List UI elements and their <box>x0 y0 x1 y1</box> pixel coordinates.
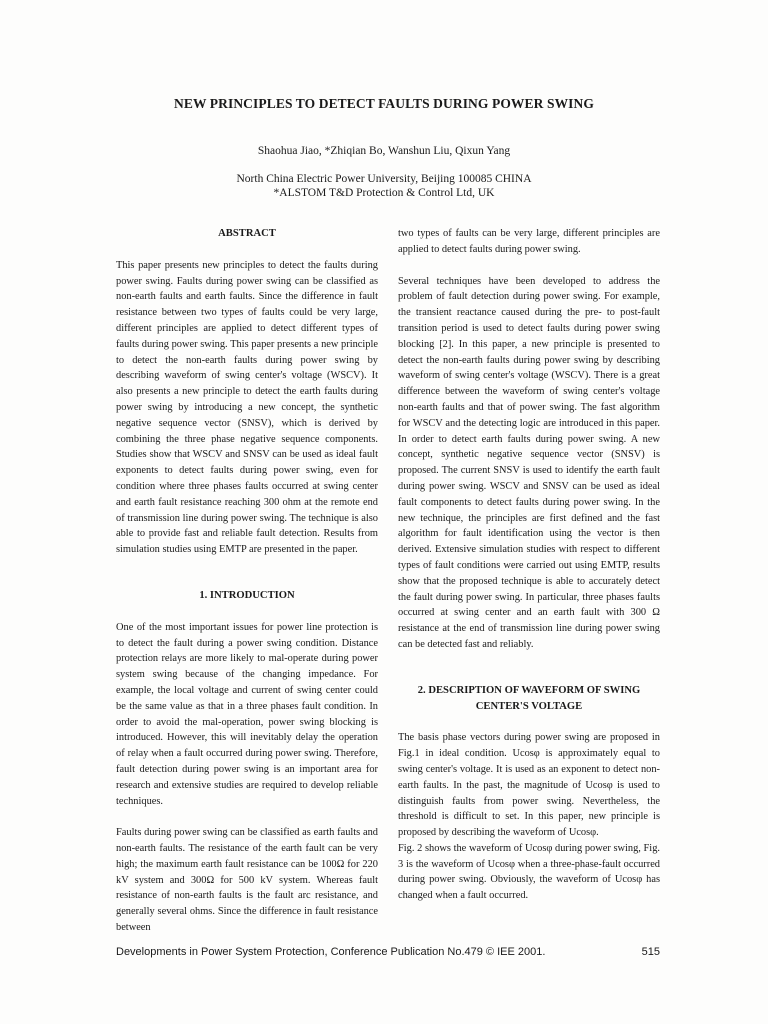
left-column <box>116 226 378 936</box>
affiliation-1: North China Electric Power University, Beijing 100085 CHINA <box>236 173 532 185</box>
abstract-paragraph: This paper presents new principles to detect the faults during power swing. Faults during power swing can be classified as non-earth faults and earth faults. Since the difference in fault resistance between two types of faults could be very large, different principles are applied to detect different types of faults during power swing. This paper presents a new principle to detect the non-earth faults during power swing by describing waveform of swing center's voltage (WSCV). It also presents a new principle to detect the earth faults during power swing by introducing a new concept, the synthetic negative sequence vector (SNSV), which is derived by combining the three phase negative sequence components. Studies show that WSCV and SNSV can be used as ideal fault exponents to detect faults during power swing, even for condition where three phases faults occurred at swing center and earth fault resistance reaching 300 ohm at the remote end of transmission line during power swing. The technique is also able to provide fast and reliable fault detection. Results from simulation studies using EMTP are presented in the paper. <box>116 259 378 556</box>
page-number: 515 <box>641 946 660 958</box>
techniques-paragraph: Several techniques have been developed to address the problem of fault detection during power swing. For example, the transient reactance caused during the pre- to post-fault transition period is used to detect faults during power swing blocking [2]. In this paper, a new principle is presented to detect the non-earth faults during power swing by describing waveform of swing center's voltage (WSCV). There is a great difference between the waveform of swing center's voltage non-earth faults and that of power swing. The fast algorithm for WSCV and the detecting logic are introduced in this paper. In order to detect earth faults during power swing. A new concept, synthetic negative sequence vector (SNSV) is proposed. The current SNSV is used to identify the earth fault during power swing. WSCV and SNSV can be used as ideal fault components to detect faults during power swing. In the new technique, the principles are first defined and the fast algorithm for fault identification using the vector is then derived. Extensive simulation studies with respect to different types of fault conditions were carried out using EMTP, results show that the proposed technique is able to accurately detect the fault during power swing. In particular, three phases faults occurred at swing center and an earth fault with 300 Ω resistance at the end of transmission line during power swing can be detected fast and reliably. <box>398 275 660 650</box>
introduction-heading: 1. INTRODUCTION <box>199 589 295 601</box>
page-footer <box>116 946 660 958</box>
affiliations <box>0 172 768 200</box>
author-list: Shaohua Jiao, *Zhiqian Bo, Wanshun Liu, Qixun Yang <box>257 145 511 157</box>
section-2-heading-line-2: CENTER'S VOLTAGE <box>475 700 583 712</box>
abstract-heading: ABSTRACT <box>218 228 276 239</box>
continued-paragraph: two types of faults can be very large, different principles are applied to detect faults during power swing. <box>398 228 660 255</box>
affiliation-2: *ALSTOM T&D Protection & Control Ltd, UK <box>273 187 495 199</box>
publication-info: Developments in Power System Protection, Conference Publication No.479 © IEE 2001. <box>116 946 546 958</box>
section-2-paragraph-2: Fig. 2 shows the waveform of Ucosφ during power swing, Fig. 3 is the waveform of Ucosφ when a three-phase-fault occurred during power swing. Obviously, the waveform of Ucosφ has changed when a fault occurred. <box>398 842 660 902</box>
section-2-heading-line-1: 2. DESCRIPTION OF WAVEFORM OF SWING <box>417 684 641 696</box>
paper-title: NEW PRINCIPLES TO DETECT FAULTS DURING POWER SWING <box>174 96 594 111</box>
section-2-heading <box>398 683 660 715</box>
section-2-paragraph-1: The basis phase vectors during power swing are proposed in Fig.1 in ideal condition. Ucosφ is approximately equal to swing center's voltage. It is used as an exponent to detect non-earth faults. In the past, the magnitude of Ucosφ is used to distinguish faults from power swing. Nevertheless, the threshold is difficult to set. In this paper, new principle is proposed by describing the waveform of Ucosφ. <box>398 732 660 839</box>
right-column <box>398 226 660 904</box>
intro-paragraph-2: Faults during power swing can be classified as earth faults and non-earth faults. The resistance of the earth fault can be very high; the maximum earth fault resistance can be 100Ω for 220 kV system and 300Ω for 500 kV system. Whereas fault resistance of non-earth faults is the fault arc resistance, and generally several ohms. Since the difference in fault resistance between <box>116 827 378 934</box>
intro-paragraph-1: One of the most important issues for power line protection is to detect the fault during a power swing condition. Distance protection relays are more likely to mal-operate during power system swing because of the changing impedance. For example, the local voltage and current of swing center could be the same value as that in a three phases fault condition. In order to avoid the mal-operation, power swing blocking is introduced. However, this will inevitably delay the operation of relay when a fault occurred during power swing. Therefore, fault detection during power swing is an important area for research and extensive studies are required to develop reliable techniques. <box>116 621 378 807</box>
